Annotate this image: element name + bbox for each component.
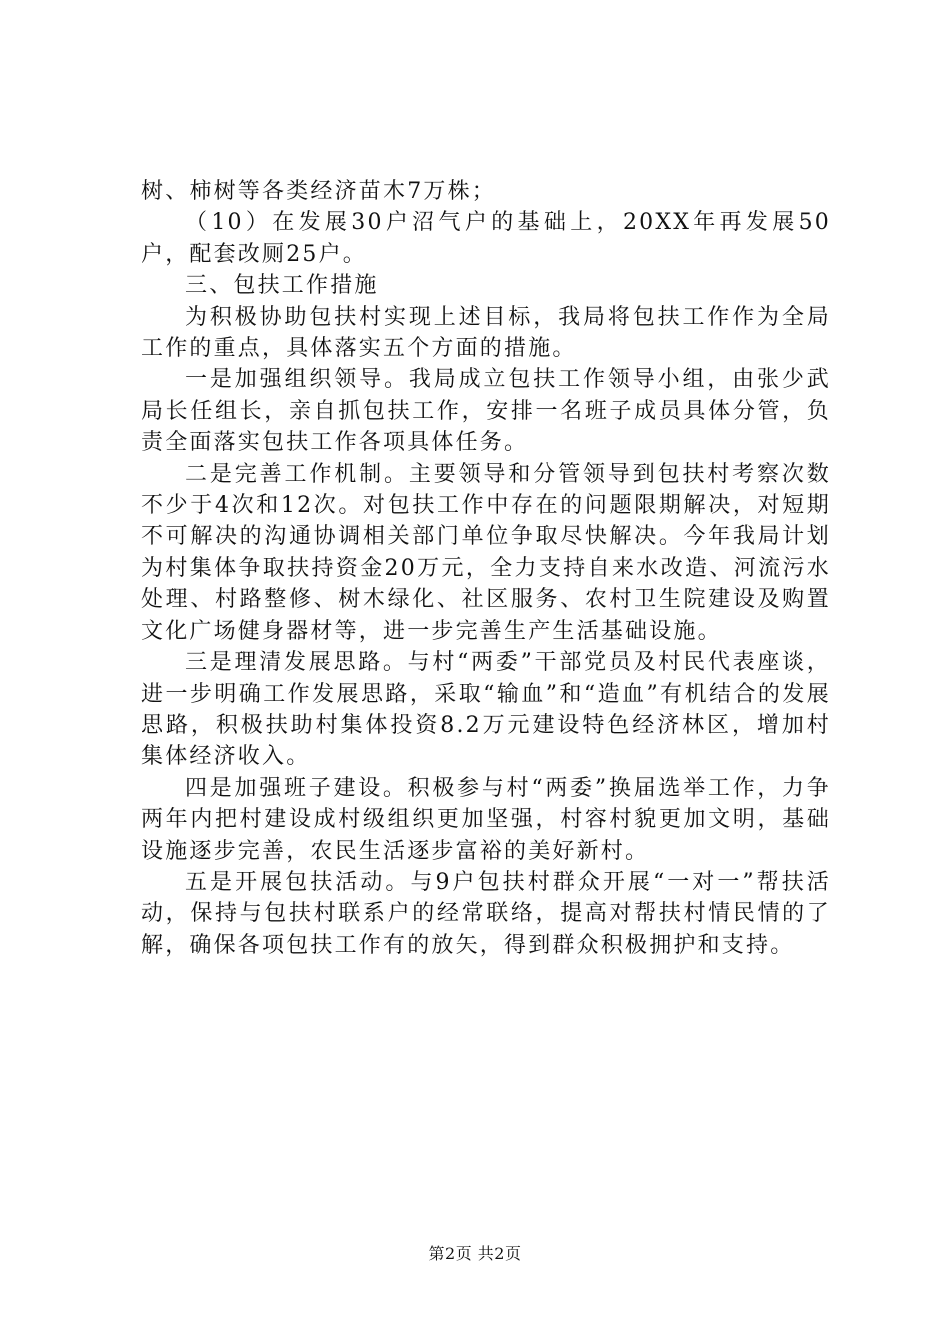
paragraph-measure-1: 一是加强组织领导。我局成立包扶工作领导小组，由张少武局长任组长，亲自抓包扶工作，安排一名班子成员具体分管，负责全面落实包扶工作各项具体任务。 [141,367,831,456]
section-heading-measures: 三、包扶工作措施 [185,273,379,299]
paragraph-measures-intro: 为积极协助包扶村实现上述目标，我局将包扶工作作为全局工作的重点，具体落实五个方面的措施。 [141,304,831,362]
paragraph-measure-4: 四是加强班子建设。积极参与村“两委”换届选举工作，力争两年内把村建设成村级组织更加坚强，村容村貌更加文明，基础设施逐步完善，农民生活逐步富裕的美好新村。 [141,775,831,864]
paragraph-item-10: （10）在发展30户沼气户的基础上，20XX年再发展50户，配套改厕25户。 [141,210,831,267]
paragraph-continuation: 树、柿树等各类经济苗木7万株； [141,179,496,204]
paragraph-measure-5: 五是开展包扶活动。与9户包扶村群众开展“一对一”帮扶活动，保持与包扶村联系户的经常联络，提高对帮扶村情民情的了解，确保各项包扶工作有的放矢，得到群众积极拥护和支持。 [141,869,831,958]
paragraph-measure-3: 三是理清发展思路。与村“两委”干部党员及村民代表座谈，进一步明确工作发展思路，采取“输血”和“造血”有机结合的发展思路，积极扶助村集体投资8.2万元建设特色经济林区，增加村集体经济收入。 [141,650,831,770]
document-body [141,176,831,961]
paragraph-measure-2: 二是完善工作机制。主要领导和分管领导到包扶村考察次数不少于4次和12次。对包扶工作中存在的问题限期解决，对短期不可解决的沟通协调相关部门单位争取尽快解决。今年我局计划为村集体争取扶持资金20万元，全力支持自来水改造、河流污水处理、村路整修、树木绿化、社区服务、农村卫生院建设及购置文化广场健身器材等，进一步完善生产生活基础设施。 [141,461,831,644]
page-number-footer: 第2页 共2页 [428,1244,522,1263]
